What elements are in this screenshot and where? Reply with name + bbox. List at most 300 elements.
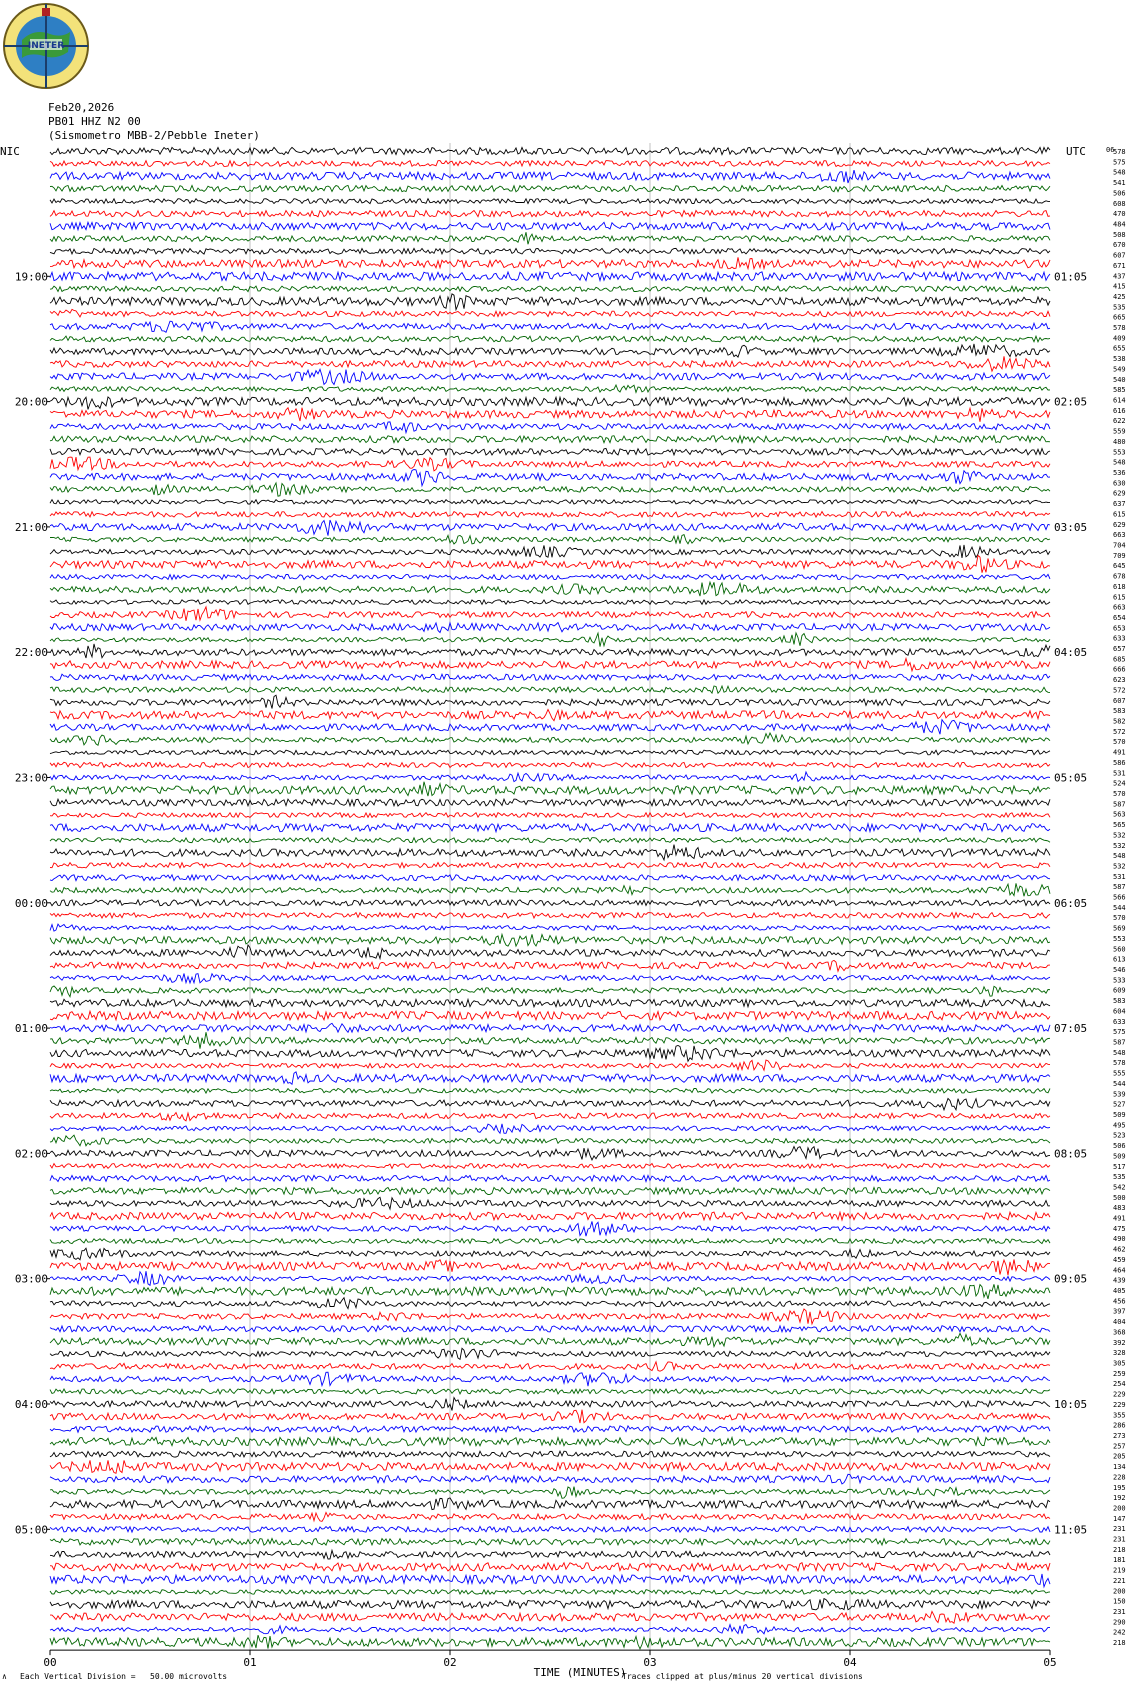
seismic-trace	[50, 232, 1050, 244]
seismic-trace	[50, 1197, 1050, 1209]
seismic-trace	[50, 520, 1050, 536]
trace-value-label: 257	[1113, 1442, 1126, 1451]
trace-value-label: 509	[1113, 1152, 1126, 1161]
trace-value-label: 604	[1113, 1007, 1126, 1016]
seismic-trace	[50, 147, 1050, 154]
trace-value-label: 565	[1113, 821, 1126, 830]
left-hour-label: 00:00	[14, 896, 48, 910]
right-hour-label: 04:05	[1054, 646, 1088, 660]
trace-value-label: 506	[1113, 189, 1126, 198]
trace-value-label: 181	[1113, 1556, 1126, 1565]
header-instrument: (Sismometro MBB-2/Pebble Ineter)	[48, 129, 260, 142]
seismic-trace	[50, 1060, 1050, 1070]
seismic-trace	[50, 1372, 1050, 1386]
trace-value-label: 559	[1113, 427, 1126, 436]
trace-value-label: 544	[1113, 903, 1126, 912]
trace-value-label: 709	[1113, 551, 1126, 560]
trace-value-label: 670	[1113, 241, 1126, 250]
seismic-trace	[50, 385, 1050, 392]
seismic-trace	[50, 1348, 1050, 1359]
seismic-trace	[50, 1309, 1050, 1324]
trace-value-label: 548	[1113, 852, 1126, 861]
seismic-trace	[50, 436, 1050, 443]
trace-value-label: 609	[1113, 986, 1126, 995]
svg-text:INETER: INETER	[27, 41, 65, 51]
right-hour-label: 02:05	[1054, 395, 1088, 409]
seismic-trace	[50, 1362, 1050, 1371]
trace-value-label: 629	[1113, 520, 1126, 529]
trace-value-label: 286	[1113, 1421, 1126, 1430]
trace-value-label: 480	[1113, 437, 1126, 446]
seismic-trace	[50, 1284, 1050, 1299]
right-hour-label: 05:05	[1054, 771, 1088, 785]
trace-value-label: 150	[1113, 1597, 1126, 1606]
seismic-trace	[50, 720, 1050, 735]
seismic-trace	[50, 1248, 1050, 1260]
seismic-trace	[50, 1260, 1050, 1276]
trace-value-label: 439	[1113, 1276, 1126, 1285]
right-hour-label: 06:05	[1054, 896, 1088, 910]
trace-value-label: 405	[1113, 1287, 1126, 1296]
seismic-trace	[50, 1398, 1050, 1411]
seismic-trace	[50, 772, 1050, 782]
seismic-trace	[50, 1460, 1050, 1473]
trace-value-label: 578	[1113, 148, 1126, 156]
trace-value-label: 409	[1113, 334, 1126, 343]
trace-value-label: 633	[1113, 1017, 1126, 1026]
trace-value-label: 654	[1113, 613, 1126, 622]
seismic-trace	[50, 1512, 1050, 1521]
trace-value-label: 464	[1113, 1266, 1126, 1275]
trace-value-label: 570	[1113, 738, 1126, 747]
trace-value-label: 560	[1113, 945, 1126, 954]
header-station: PB01 HHZ N2 00	[48, 115, 141, 128]
seismic-trace	[50, 623, 1050, 633]
trace-value-label: 517	[1113, 1162, 1126, 1171]
trace-value-label: 578	[1113, 324, 1126, 333]
trace-value-label: 607	[1113, 251, 1126, 260]
trace-value-label: 527	[1113, 1100, 1126, 1109]
trace-value-label: 569	[1113, 924, 1126, 933]
trace-value-label: 218	[1113, 1545, 1126, 1554]
trace-value-label: 549	[1113, 365, 1126, 374]
trace-value-label: 578	[1113, 1059, 1126, 1068]
trace-value-label: 535	[1113, 303, 1126, 312]
seismic-trace	[50, 211, 1050, 217]
seismic-trace	[50, 799, 1050, 806]
seismic-trace	[50, 813, 1050, 818]
seismic-trace	[50, 863, 1050, 868]
trace-value-label: 355	[1113, 1411, 1126, 1420]
trace-value-label: 229	[1113, 1400, 1126, 1409]
seismic-trace	[50, 1326, 1050, 1332]
seismic-trace	[50, 1550, 1050, 1559]
seismic-trace	[50, 974, 1050, 983]
footer-corner-mark: ∧	[2, 1672, 7, 1681]
trace-value-label: 553	[1113, 934, 1126, 943]
seismic-trace	[50, 999, 1050, 1007]
trace-value-label: 219	[1113, 1566, 1126, 1575]
trace-value-label: 570	[1113, 914, 1126, 923]
trace-value-label: 607	[1113, 696, 1126, 705]
trace-value-label: 585	[1113, 386, 1126, 395]
trace-value-label: 637	[1113, 500, 1126, 509]
seismic-trace	[50, 986, 1050, 997]
trace-value-label: 231	[1113, 1535, 1126, 1544]
trace-value-label: 575	[1113, 1028, 1126, 1037]
trace-value-label: 392	[1113, 1338, 1126, 1347]
seismic-trace	[50, 309, 1050, 317]
right-hour-label: 09:05	[1054, 1272, 1088, 1286]
trace-value-label: 462	[1113, 1245, 1126, 1254]
trace-value-label: 575	[1113, 158, 1126, 167]
seismic-trace	[50, 161, 1050, 167]
seismic-trace	[50, 934, 1050, 946]
trace-value-label: 544	[1113, 1079, 1126, 1088]
seismic-trace	[50, 1032, 1050, 1049]
trace-value-label: 587	[1113, 800, 1126, 809]
x-tick-label: 02	[443, 1656, 457, 1670]
trace-value-label: 704	[1113, 541, 1126, 550]
seismic-trace	[50, 170, 1050, 183]
trace-value-label: 587	[1113, 1038, 1126, 1047]
trace-value-label: 147	[1113, 1514, 1126, 1523]
seismic-trace	[50, 1124, 1050, 1133]
trace-value-label: 425	[1113, 292, 1126, 301]
trace-value-label: 254	[1113, 1380, 1126, 1389]
seismic-trace	[50, 1099, 1050, 1110]
trace-value-label: 456	[1113, 1297, 1126, 1306]
seismic-trace	[50, 733, 1050, 745]
trace-value-label: 586	[1113, 758, 1126, 767]
trace-value-label: 570	[1113, 789, 1126, 798]
seismic-trace	[50, 1487, 1050, 1499]
trace-value-label: 587	[1113, 883, 1126, 892]
trace-value-label: 622	[1113, 417, 1126, 426]
left-hour-label: 22:00	[14, 646, 48, 660]
trace-value-label: 633	[1113, 634, 1126, 643]
trace-value-label: 538	[1113, 355, 1126, 364]
trace-value-label: 531	[1113, 872, 1126, 881]
seismic-trace	[50, 960, 1050, 971]
trace-value-label: 548	[1113, 1048, 1126, 1057]
seismic-trace	[50, 286, 1050, 292]
seismic-trace	[50, 1527, 1050, 1533]
trace-value-label: 572	[1113, 727, 1126, 736]
trace-value-label: 491	[1113, 748, 1126, 757]
seismic-trace	[50, 294, 1050, 310]
right-axis-label: UTC	[1066, 145, 1086, 158]
seismic-trace	[50, 750, 1050, 755]
seismic-trace	[50, 782, 1050, 796]
seismic-trace	[50, 762, 1050, 767]
seismic-trace	[50, 1164, 1050, 1169]
trace-value-label: 524	[1113, 779, 1126, 788]
seismic-trace	[50, 483, 1050, 496]
seismic-trace	[50, 272, 1050, 281]
left-hour-label: 04:00	[14, 1398, 48, 1411]
seismic-trace	[50, 924, 1050, 931]
trace-value-label: 613	[1113, 955, 1126, 964]
trace-value-label: 368	[1113, 1328, 1126, 1337]
seismic-trace	[50, 1088, 1050, 1093]
seismic-trace	[50, 1625, 1050, 1634]
seismic-trace	[50, 695, 1050, 708]
x-tick-label: 01	[243, 1656, 257, 1670]
seismic-trace	[50, 408, 1050, 422]
trace-value-label: 541	[1113, 179, 1126, 188]
seismic-trace	[50, 535, 1050, 544]
left-hour-label: 01:00	[14, 1022, 48, 1036]
right-hour-label: 01:05	[1054, 270, 1088, 284]
trace-value-label: 555	[1113, 1069, 1126, 1078]
trace-value-label: 500	[1113, 1193, 1126, 1202]
trace-value-label: 657	[1113, 645, 1126, 654]
seismic-trace	[50, 1574, 1050, 1587]
trace-value-label: 630	[1113, 479, 1126, 488]
seismic-trace	[50, 582, 1050, 596]
seismic-trace	[50, 845, 1050, 860]
trace-value-label: 583	[1113, 997, 1126, 1006]
trace-value-label: 328	[1113, 1349, 1126, 1358]
trace-value-label: 533	[1113, 976, 1126, 985]
trace-value-label: 616	[1113, 406, 1126, 415]
seismic-trace	[50, 1147, 1050, 1160]
seismic-trace	[50, 1333, 1050, 1346]
seismic-trace	[50, 1113, 1050, 1121]
trace-value-label: 653	[1113, 624, 1126, 633]
trace-value-label: 548	[1113, 458, 1126, 467]
trace-value-label: 228	[1113, 1473, 1126, 1482]
trace-value-label: 523	[1113, 1131, 1126, 1140]
trace-value-label: 582	[1113, 717, 1126, 726]
seismic-trace	[50, 686, 1050, 693]
trace-value-label: 404	[1113, 1318, 1126, 1327]
left-hour-label: 21:00	[14, 520, 48, 534]
seismic-trace	[50, 397, 1050, 409]
seismic-trace	[50, 824, 1050, 832]
seismic-trace	[50, 1011, 1050, 1020]
seismic-trace	[50, 1611, 1050, 1623]
seismic-trace	[50, 1451, 1050, 1457]
seismic-trace	[50, 633, 1050, 647]
right-hour-label: 11:05	[1054, 1523, 1088, 1537]
trace-value-label: 539	[1113, 1090, 1126, 1099]
seismic-trace	[50, 356, 1050, 371]
header-date: Feb20,2026	[48, 101, 115, 114]
trace-value-label: 532	[1113, 841, 1126, 850]
left-hour-label: 20:00	[14, 395, 48, 409]
trace-value-label: 259	[1113, 1369, 1126, 1378]
seismic-trace	[50, 710, 1050, 721]
trace-value-label: 553	[1113, 448, 1126, 457]
trace-value-label: 305	[1113, 1359, 1126, 1368]
seismic-trace	[50, 1072, 1050, 1085]
trace-value-label: 608	[1113, 199, 1126, 208]
seismic-trace	[50, 1590, 1050, 1595]
trace-value-label: 205	[1113, 1452, 1126, 1461]
seismic-trace	[50, 1599, 1050, 1610]
trace-value-label: 583	[1113, 707, 1126, 716]
seismic-trace	[50, 1389, 1050, 1394]
trace-value-label: 506	[1113, 1142, 1126, 1151]
seismic-trace	[50, 545, 1050, 558]
trace-value-label: 491	[1113, 1214, 1126, 1223]
trace-value-label: 484	[1113, 220, 1126, 229]
seismic-trace	[50, 1271, 1050, 1285]
seismic-trace	[50, 1221, 1050, 1236]
seismic-trace	[50, 336, 1050, 342]
x-tick-label: 00	[43, 1656, 57, 1670]
seismic-trace	[50, 600, 1050, 605]
seismic-trace	[50, 556, 1050, 573]
seismic-trace	[50, 1563, 1050, 1571]
seismic-trace	[50, 1437, 1050, 1445]
trace-value-label: 490	[1113, 1235, 1126, 1244]
trace-value-label: 532	[1113, 831, 1126, 840]
trace-value-label: 221	[1113, 1576, 1126, 1585]
trace-value-label: 655	[1113, 344, 1126, 353]
seismic-trace	[50, 199, 1050, 204]
seismic-trace	[50, 1498, 1050, 1510]
trace-value-label: 475	[1113, 1224, 1126, 1233]
trace-value-label: 666	[1113, 665, 1126, 674]
seismic-trace	[50, 1539, 1050, 1546]
trace-value-label: 242	[1113, 1628, 1126, 1637]
trace-value-label: 195	[1113, 1483, 1126, 1492]
trace-value-label: 618	[1113, 582, 1126, 591]
left-hour-label: 05:00	[14, 1523, 48, 1537]
trace-value-label: 572	[1113, 686, 1126, 695]
seismic-trace	[50, 222, 1050, 230]
trace-value-label: 415	[1113, 282, 1126, 291]
seismic-trace	[50, 369, 1050, 384]
trace-value-label: 229	[1113, 1390, 1126, 1399]
trace-value-label: 546	[1113, 966, 1126, 975]
seismic-trace	[50, 1474, 1050, 1484]
seismic-trace	[50, 457, 1050, 471]
trace-value-label: 685	[1113, 655, 1126, 664]
footer-scale-note: Each Vertical Division = 50.00 microvolts	[20, 1672, 228, 1681]
x-tick-label: 05	[1043, 1656, 1057, 1670]
seismic-trace	[50, 1188, 1050, 1195]
trace-value-label: 615	[1113, 510, 1126, 519]
trace-value-label: 437	[1113, 272, 1126, 281]
seismic-trace	[50, 512, 1050, 518]
seismic-trace	[50, 248, 1050, 254]
trace-value-label: 495	[1113, 1121, 1126, 1130]
seismic-trace	[50, 344, 1050, 357]
seismic-trace	[50, 883, 1050, 896]
trace-value-label: 470	[1113, 210, 1126, 219]
seismic-trace	[50, 422, 1050, 433]
seismic-trace	[50, 1175, 1050, 1181]
seismic-trace	[50, 900, 1050, 906]
seismic-trace	[50, 644, 1050, 658]
trace-value-label: 563	[1113, 810, 1126, 819]
trace-value-label: 615	[1113, 593, 1126, 602]
trace-value-label: 663	[1113, 531, 1126, 540]
trace-value-label: 548	[1113, 168, 1126, 177]
trace-value-label: 614	[1113, 396, 1126, 405]
x-axis-title: TIME (MINUTES)	[533, 1666, 627, 1680]
trace-value-label: 273	[1113, 1431, 1126, 1440]
left-hour-label: 23:00	[14, 771, 48, 785]
trace-value-label: 200	[1113, 1504, 1126, 1513]
trace-value-label: 509	[1113, 1110, 1126, 1119]
left-axis-label: NIC	[0, 145, 20, 158]
seismic-trace	[50, 838, 1050, 843]
seismic-trace	[50, 185, 1050, 191]
trace-value-label: 290	[1113, 1618, 1126, 1627]
trace-value-label: 200	[1113, 1587, 1126, 1596]
trace-value-label: 231	[1113, 1525, 1126, 1534]
seismic-trace	[50, 1239, 1050, 1244]
seismic-trace	[50, 1410, 1050, 1423]
seismic-trace	[50, 1298, 1050, 1309]
trace-value-label: 629	[1113, 489, 1126, 498]
seismic-trace	[50, 945, 1050, 959]
seismic-trace	[50, 659, 1050, 671]
trace-value-label: 536	[1113, 468, 1126, 477]
seismic-trace	[50, 448, 1050, 455]
trace-value-label: 671	[1113, 261, 1126, 270]
seismic-trace	[50, 1212, 1050, 1220]
seismic-trace	[50, 1135, 1050, 1146]
left-hour-label: 19:00	[14, 270, 48, 284]
footer-clip-note: Traces clipped at plus/minus 20 vertical divisions	[622, 1672, 863, 1681]
seismic-trace	[50, 500, 1050, 505]
seismic-trace	[50, 470, 1050, 486]
trace-value-label: 508	[1113, 230, 1126, 239]
x-tick-label: 03	[643, 1656, 657, 1670]
trace-value-label: 678	[1113, 572, 1126, 581]
seismic-trace	[50, 257, 1050, 268]
trace-value-label: 645	[1113, 562, 1126, 571]
trace-value-label: 540	[1113, 375, 1126, 384]
trace-value-label: 459	[1113, 1255, 1126, 1264]
seismic-trace	[50, 875, 1050, 881]
trace-value-label: 663	[1113, 603, 1126, 612]
right-hour-label: 03:05	[1054, 520, 1088, 534]
trace-value-label: 535	[1113, 1173, 1126, 1182]
x-tick-label: 04	[843, 1656, 857, 1670]
trace-value-label: 623	[1113, 676, 1126, 685]
seismic-trace	[50, 607, 1050, 621]
seismic-trace	[50, 1426, 1050, 1432]
trace-value-label: 397	[1113, 1307, 1126, 1316]
right-hour-label: 10:05	[1054, 1398, 1088, 1411]
trace-value-label: 483	[1113, 1204, 1126, 1213]
trace-value-label: 192	[1113, 1494, 1126, 1503]
trace-value-label: 665	[1113, 313, 1126, 322]
left-hour-label: 02:00	[14, 1147, 48, 1161]
seismic-trace	[50, 1635, 1050, 1649]
seismic-trace	[50, 913, 1050, 919]
trace-value-label: 566	[1113, 893, 1126, 902]
right-first-label: 06	[1106, 146, 1115, 154]
left-hour-label: 03:00	[14, 1272, 48, 1286]
right-hour-label: 08:05	[1054, 1147, 1088, 1161]
trace-value-label: 531	[1113, 769, 1126, 778]
trace-value-label: 218	[1113, 1639, 1126, 1648]
trace-value-label: 532	[1113, 862, 1126, 871]
seismic-trace	[50, 574, 1050, 579]
trace-value-label: 542	[1113, 1183, 1126, 1192]
right-hour-label: 07:05	[1054, 1022, 1088, 1036]
seismic-trace	[50, 321, 1050, 332]
seismic-trace	[50, 674, 1050, 680]
